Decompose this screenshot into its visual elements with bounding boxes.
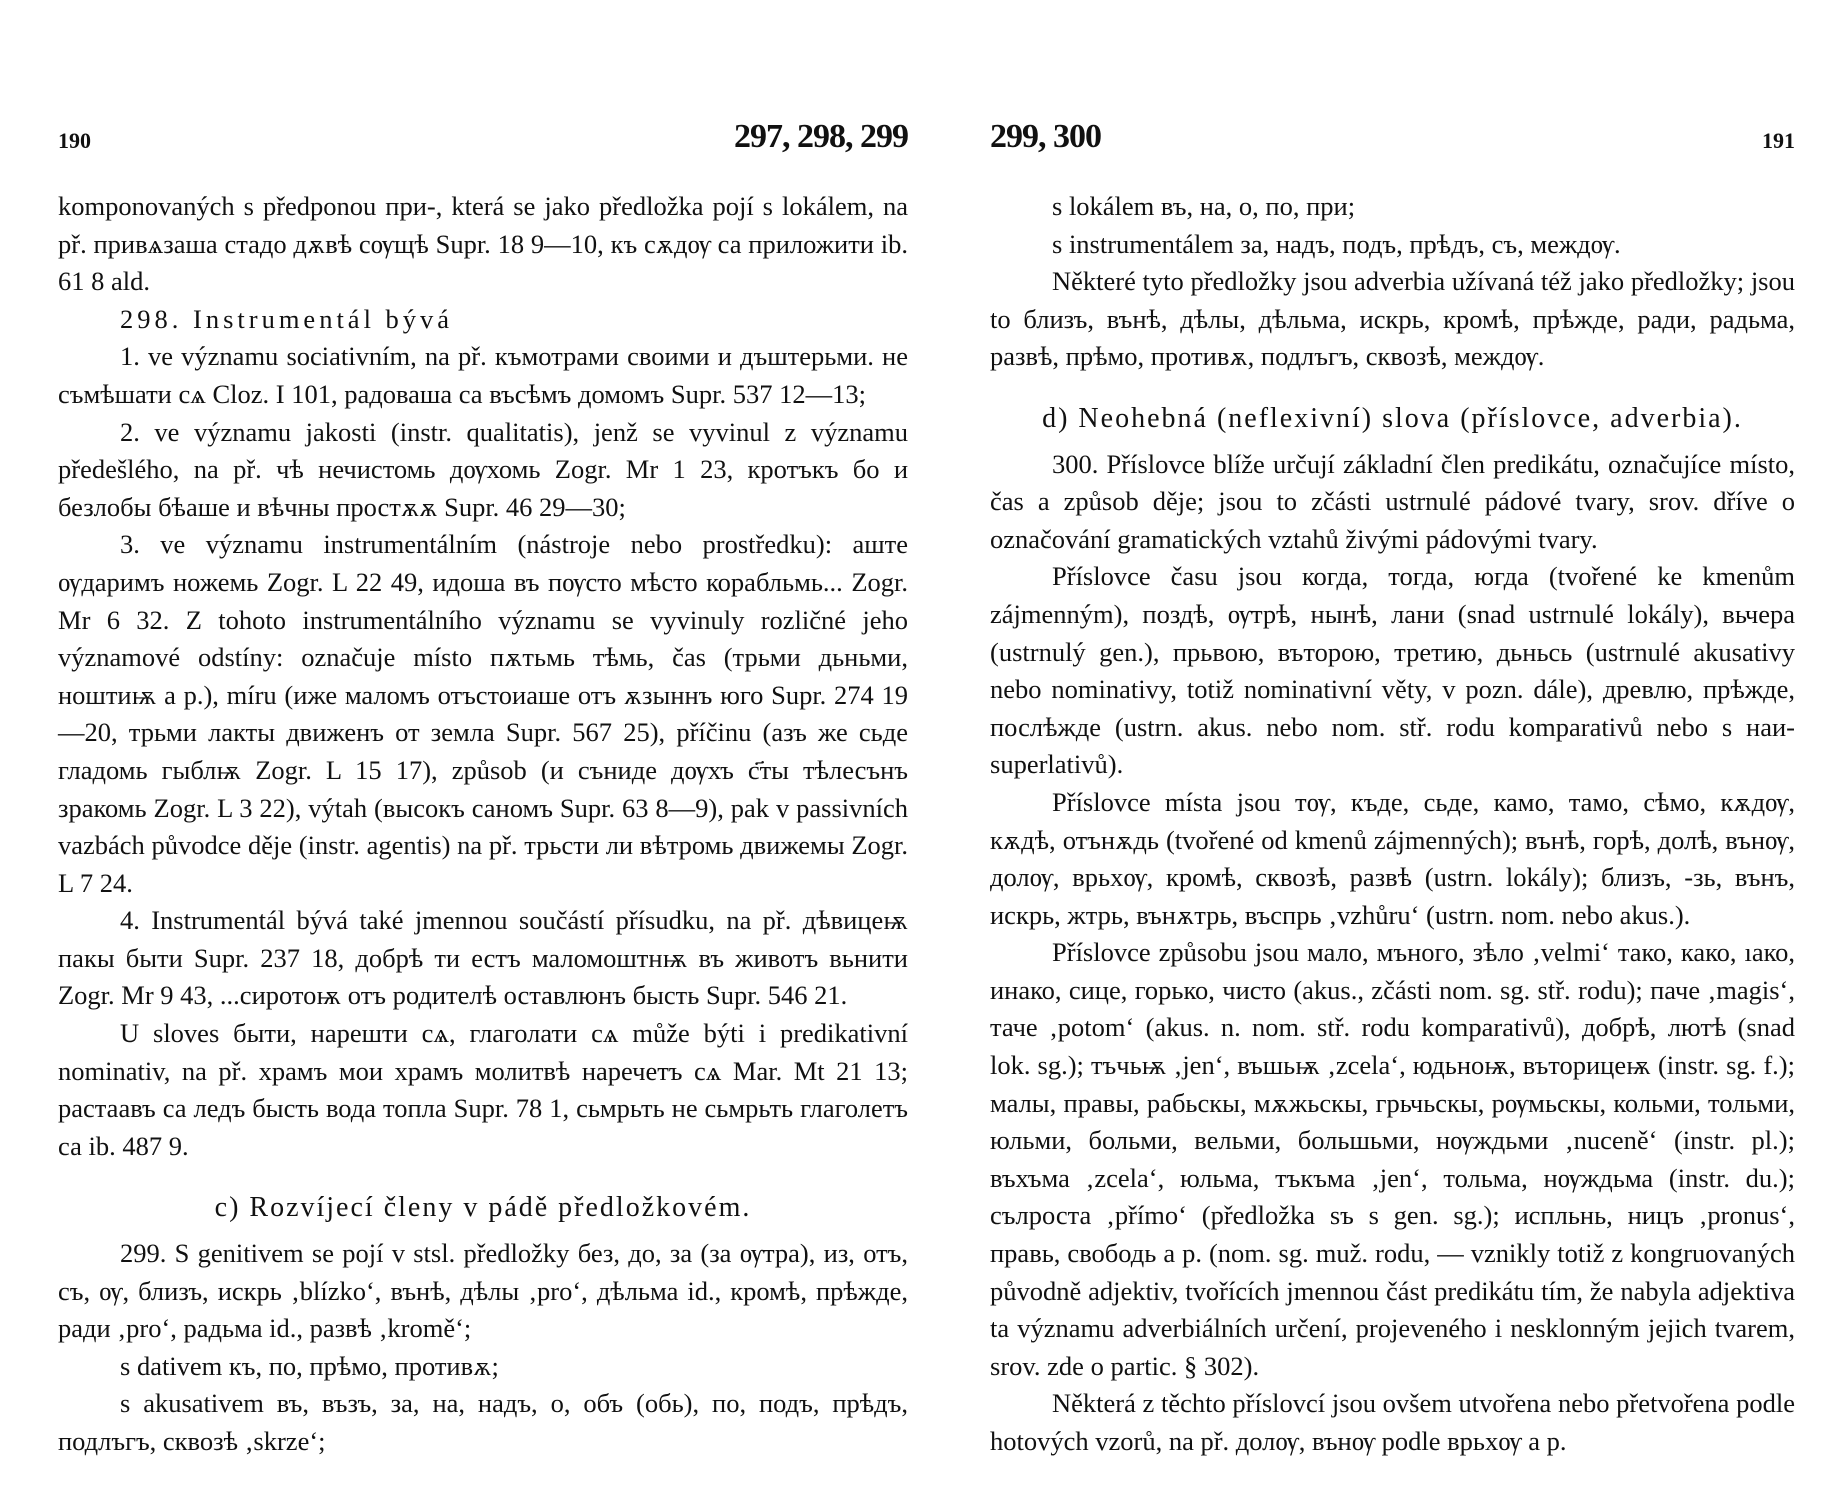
section-header: 299, 300 (990, 118, 1101, 155)
paragraph-298-3: 3. ve významu instrumentálním (nástroje nebo prostředku): аште ѹдаримъ ножемь Zogr. L 22 49, идоша въ пѹсто мѣсто корабльмь... Zogr. Mr 6 32. Z tohoto instrumentálního významu se vyvinuly rozličné jeho významové odstíny: označuje místo пѫтьмь тѣмь, čas (трьми дьньми, ноштиѭ a p.), míru (иже маломъ отъстоиаше отъ ѫзыннъ юго Supr. 274 19—20, трьми лакты движенъ от земла Supr. 567 25), příčinu (азъ же сьде гладомь гыблѭ Zogr. L 15 17), způsob (и съниде дѹхъ с҃ты тѣлесънъ зракомь Zogr. L 3 22), výtah (высокъ саномъ Supr. 63 8—9), pak v passivních vazbách původce děje (instr. agentis) na př. трьсти ли вѣтромь движемы Zogr. L 7 24. (58, 529, 908, 898)
subheading-d: d) Neohebná (neflexivní) slova (příslovce, adverbia). (1042, 402, 1743, 434)
paragraph-adverbs-place: Příslovce místa jsou тѹ, къде, сьде, камо, тамо, сѣмо, кѫдѹ, кѫдѣ, отънѫдь (tvořené od kmenů zájmenných); вънѣ, горѣ, долѣ, вънѹ, долѹ, врьхѹ, кромѣ, сквозѣ, развѣ (ustrn. lokály); близъ, -зь, вънъ, искрь, жтрь, вънѫтрь, въспрь ‚vzhůru‘ (ustrn. nom. nebo akus.). (990, 786, 1795, 930)
subheading-c: c) Rozvíjecí členy v pádě předložkovém. (214, 1192, 752, 1224)
paragraph-adverbs-note: Některá z těchto příslovcí jsou ovšem utvořena nebo přetvořena podle hotových vzorů, na př. долѹ, вънѹ podle врьхѹ a p. (990, 1388, 1795, 1456)
paragraph-300: 300. Příslovce blíže určují základní člen predikátu, označujíce místo, čas a způsob děje; jsou to zčásti ustrnulé pádové tvary, srov. dříve o označování gramatických vztahů živými pádovými tvary. (990, 448, 1795, 554)
right-page-header (990, 118, 1795, 158)
section-header: 297, 298, 299 (734, 118, 908, 155)
paragraph-298-4: 4. Instrumentál bývá také jmennou součástí přísudku, na př. дѣвицеѭ пакы быти Supr. 237 18, добрѣ ти естъ маломоштнѭ въ животъ вьнити Zogr. Mr 9 43, ...сиротоѭ отъ родителѣ оставлюнъ бысть Supr. 546 21. (58, 905, 908, 1011)
right-page (990, 118, 1795, 1461)
page-number: 190 (58, 128, 91, 153)
paragraph-299-dative: s dativem къ, по, прѣмо, противѫ; (120, 1350, 499, 1381)
paragraph-298-1: 1. ve významu sociativním, na př. къмотрами своими и дъштерьми. не съмѣшати сѧ Cloz. I 101, радоваша са въсѣмъ домомъ Supr. 537 12—13; (58, 341, 908, 409)
paragraph-continuation: komponovaných s předponou при-, která se jako předložka pojí s lokálem, na př. привѧзаша стадо дѫвѣ сѹщѣ Supr. 18 9—10, къ сѫдѹ са приложити ib. 61 8 ald. (58, 191, 908, 297)
paragraph-299-instrumental: s instrumentálem за, надъ, подъ, прѣдъ, съ, междѹ. (1052, 228, 1621, 259)
left-page-header (58, 118, 908, 158)
paragraph-299-genitive: 299. S genitivem se pojí v stsl. předložky без, до, за (за ѹтра), из, отъ, съ, ѹ, близъ, искрь ‚blízko‘, вънѣ, дѣлы ‚pro‘, дѣльма id., кромѣ, прѣжде, ради ‚pro‘, радьма id., развѣ ‚kromě‘; (58, 1238, 908, 1344)
section-298-heading: 298. Instrumentál bývá (120, 303, 454, 334)
left-page (58, 118, 908, 1461)
paragraph-byti: U sloves быти, нарешти сѧ, глаголати сѧ může býti i predikativní nominativ, na př. храмъ мои храмъ молитвѣ наречетъ сѧ Mar. Mt 21 13; растаавъ са ледъ бысть вода топла Supr. 78 1, сьмрьть не сьмрьть глаголетъ са ib. 487 9. (58, 1018, 908, 1161)
paragraph-298-2: 2. ve významu jakosti (instr. qualitatis), jenž se vyvinul z významu předešlého, na př. чѣ нечистомь дѹхомь Zogr. Mr 1 23, кротъкъ бо и безлобы бѣаше и вѣчны простѫѫ Supr. 46 29—30; (58, 416, 908, 522)
paragraph-adverbial-prepositions: Některé tyto předložky jsou adverbia užívaná též jako předložky; jsou to близъ, вънѣ, дѣлы, дѣльма, искрь, кромѣ, прѣжде, ради, радьма, развѣ, прѣмо, противѫ, подлъгъ, сквозѣ, междѹ. (990, 266, 1795, 372)
paragraph-adverbs-time: Příslovce času jsou когда, тогда, югда (tvořené ke kmenům zájmenným), поздѣ, ѹтрѣ, нынѣ, лани (snad ustrnulé lokály), вьчера (ustrnulý gen.), прьвою, въторою, третию, дьньсь (ustrnulé akusativy nebo nominativy, totiž nominativní věty, v pozn. dále), древлю, прѣжде, послѣжде (ustrn. akus. nebo nom. stř. rodu komparativů nebo s наи- superlativů). (990, 561, 1795, 780)
paragraph-299-accusative: s akusativem въ, възъ, за, на, надъ, о, объ (обь), по, подъ, прѣдъ, подлъгъ, сквозѣ ‚skrze‘; (58, 1388, 908, 1456)
paragraph-299-locative: s lokálem въ, на, о, по, при; (1052, 191, 1356, 221)
page-number: 191 (1762, 128, 1795, 153)
paragraph-adverbs-manner: Příslovce způsobu jsou мало, мъного, зѣло ‚velmi‘ тако, како, ıако, инако, сице, горько, чисто (akus., zčásti nom. sg. stř. rodu); паче ‚magis‘, таче ‚potom‘ (akus. n. nom. stř. rodu komparativů), добрѣ, лютѣ (snad lok. sg.); тъчьѭ ‚jen‘, въшьѭ ‚zcela‘, юдьноѭ, въторицеѭ (instr. sg. f.); малы, правы, рабьскы, мѫжьскы, грьчьскы, рѹмьскы, кольми, тольми, юльми, больми, вельми, большьми, нѹждьми ‚nuceně‘ (instr. pl.); въхъма ‚zcela‘, юльма, тъкъма ‚jen‘, тольма, нѹждьма (instr. du.); сълроста ‚přímo‘ (předložka sъ s gen. sg.); испльнь, ницъ ‚pronus‘, правь, свободь a p. (nom. sg. muž. rodu, — vznikly totiž z kongruovaných původně adjektiv, tvořících jmennou část predikátu tím, že nabyla adjektiva ta významu adverbiálních určení, projeveného i nesklonným jejich tvarem, srov. zde o partic. § 302). (990, 937, 1795, 1381)
